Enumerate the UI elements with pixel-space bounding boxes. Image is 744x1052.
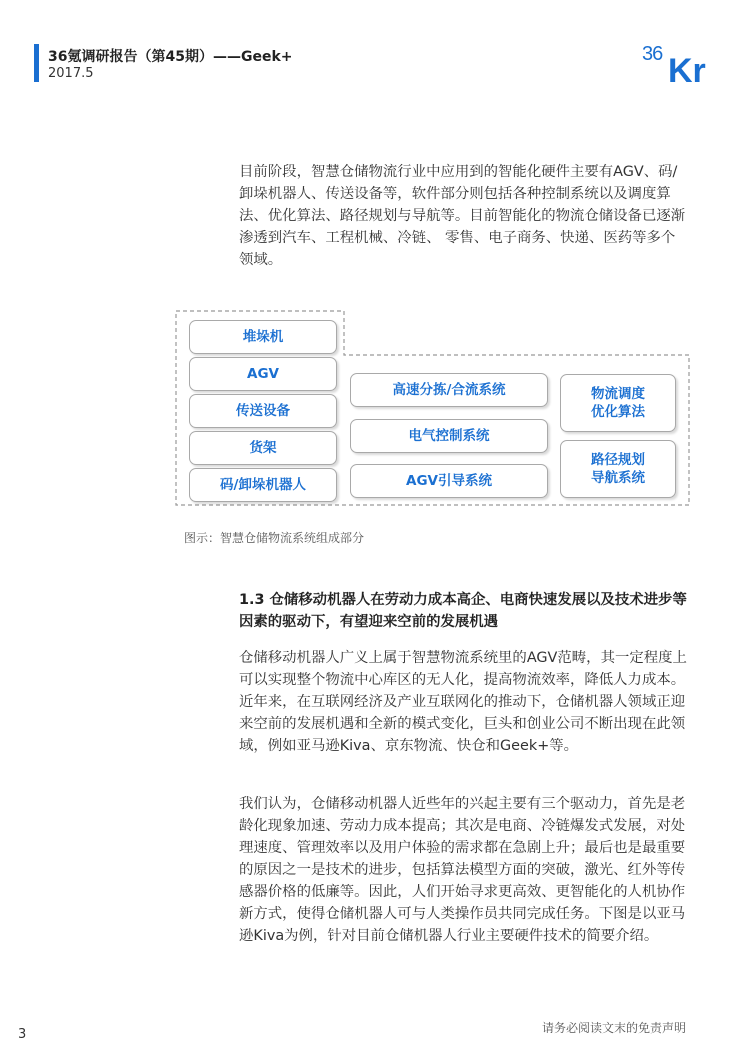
hardware-box-agv: AGV <box>189 357 337 391</box>
header-accent-bar <box>34 44 39 82</box>
hardware-box-conveyor: 传送设备 <box>189 394 337 428</box>
report-title: 36氪调研报告（第45期）——Geek+ <box>48 49 293 65</box>
algorithm-box-scheduling <box>560 374 676 432</box>
figure-caption: 图示：智慧仓储物流系统组成部分 <box>184 531 365 545</box>
algorithm-navigation-text: 路径规划 导航系统 <box>591 452 645 486</box>
footer-disclaimer: 请务必阅读文末的免责声明 <box>542 1021 687 1035</box>
svg-text:Kr: Kr <box>668 52 706 86</box>
svg-text:36: 36 <box>642 43 663 65</box>
control-box-electrical: 电气控制系统 <box>350 419 548 453</box>
36kr-logo <box>640 36 720 86</box>
algorithm-scheduling-text: 物流调度 优化算法 <box>591 386 645 420</box>
section-heading: 1.3 仓储移动机器人在劳动力成本高企、电商快速发展以及技术进步等因素的驱动下，有望迎来空前的发展机遇 <box>239 592 687 630</box>
control-box-agv-guidance: AGV引导系统 <box>350 464 548 498</box>
hardware-box-palletizer: 码/卸垛机器人 <box>189 468 337 502</box>
report-date: 2017.5 <box>48 66 94 81</box>
section-paragraph-2: 我们认为，仓储移动机器人近些年的兴起主要有三个驱动力，首先是老龄化现象加速、劳动力成本提高；其次是电商、冷链爆发式发展，对处理速度、管理效率以及用户体验的需求都在急剧上升；最后也是最重要的原因之一是技术的进步，包括算法模型方面的突破，激光、红外等传感器价格的低廉等。因此，人们开始寻求更高效、更智能化的人机协作新方式，使得仓储机器人可与人类操作员共同完成任务。下图是以亚马逊Kiva为例，针对目前仓储机器人行业主要硬件技术的简要介绍。 <box>239 796 686 944</box>
hardware-box-stacker: 堆垛机 <box>189 320 337 354</box>
algorithm-box-navigation <box>560 440 676 498</box>
intro-paragraph: 目前阶段，智慧仓储物流行业中应用到的智能化硬件主要有AGV、码/卸垛机器人、传送设备等，软件部分则包括各种控制系统以及调度算法、优化算法、路径规划与导航等。目前智能化的物流仓储设备已逐渐渗透到汽车、工程机械、冷链、 零售、电子商务、快递、医药等多个领域。 <box>239 164 686 268</box>
section-paragraph-1: 仓储移动机器人广义上属于智慧物流系统里的AGV范畴，其一定程度上可以实现整个物流中心库区的无人化，提高物流效率，降低人力成本。近年来，在互联网经济及产业互联网化的推动下，仓储机器人领域正迎来空前的发展机遇和全新的模式变化，巨头和创业公司不断出现在此领域，例如亚马逊Kiva、京东物流、快仓和Geek+等。 <box>239 650 687 754</box>
page-number: 3 <box>18 1027 27 1042</box>
hardware-box-shelf: 货架 <box>189 431 337 465</box>
control-box-sorting: 高速分拣/合流系统 <box>350 373 548 407</box>
